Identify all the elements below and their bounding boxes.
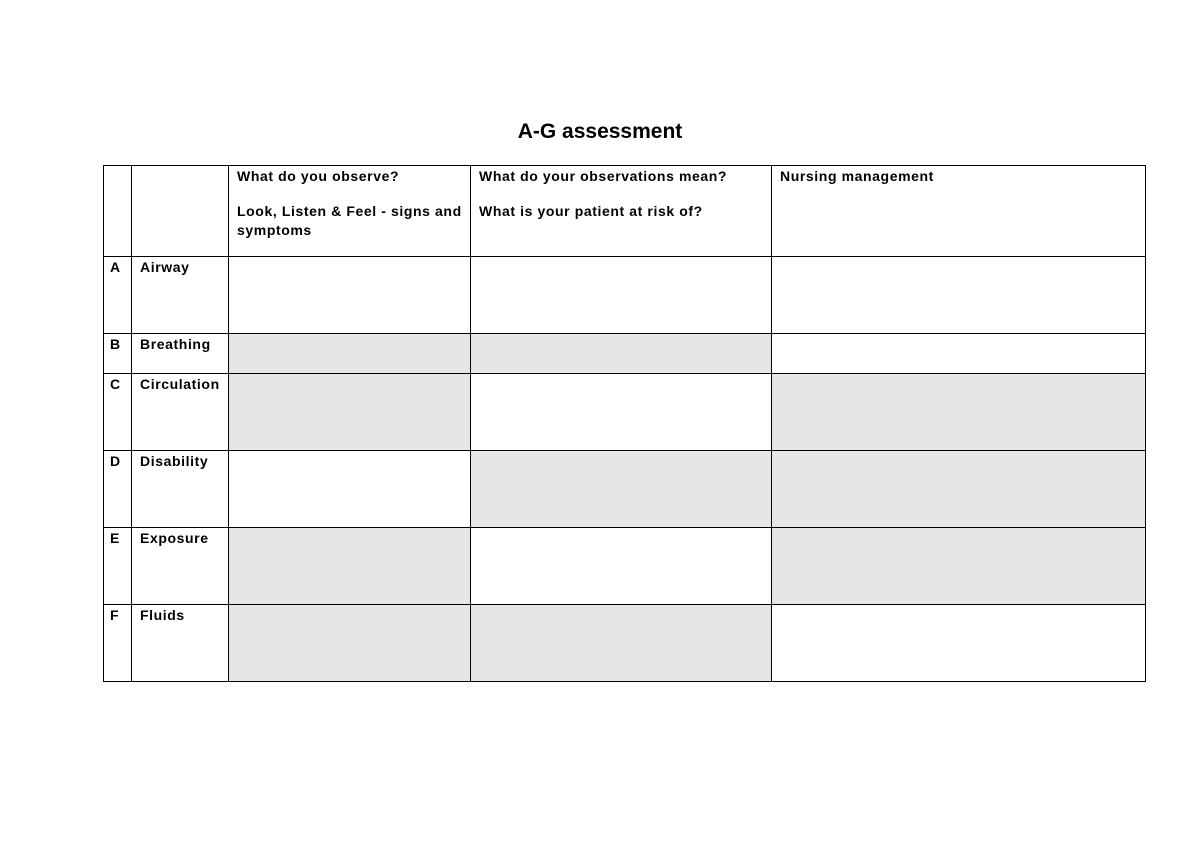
row-letter: B [104,334,132,374]
row-label: Breathing [132,334,229,374]
fluids-management-cell[interactable] [772,605,1146,682]
row-letter: D [104,451,132,528]
circulation-management-cell[interactable] [772,374,1146,451]
fluids-observe-cell[interactable] [229,605,471,682]
airway-meaning-cell[interactable] [471,257,772,334]
header-observe-subtext: Look, Listen & Feel - signs and symptoms [237,203,462,238]
breathing-observe-cell[interactable] [229,334,471,374]
exposure-observe-cell[interactable] [229,528,471,605]
table-row-disability [104,451,1146,528]
assessment-table [103,165,1146,682]
header-management-title: Nursing management [780,168,934,184]
table-row-exposure [104,528,1146,605]
airway-observe-cell[interactable] [229,257,471,334]
disability-observe-cell[interactable] [229,451,471,528]
breathing-management-cell[interactable] [772,334,1146,374]
header-label-cell [132,166,229,257]
header-risk-question: What is your patient at risk of? [479,203,703,219]
row-label: Circulation [132,374,229,451]
table-row-fluids [104,605,1146,682]
header-row [104,166,1146,257]
row-letter: E [104,528,132,605]
header-meaning-question: What do your observations mean? [479,168,728,184]
breathing-meaning-cell[interactable] [471,334,772,374]
circulation-observe-cell[interactable] [229,374,471,451]
header-meaning-cell [471,166,772,257]
table-row-circulation [104,374,1146,451]
header-letter-cell [104,166,132,257]
exposure-management-cell[interactable] [772,528,1146,605]
table-row-airway [104,257,1146,334]
row-label: Fluids [132,605,229,682]
header-observe-cell [229,166,471,257]
row-label: Airway [132,257,229,334]
circulation-meaning-cell[interactable] [471,374,772,451]
row-label: Disability [132,451,229,528]
fluids-meaning-cell[interactable] [471,605,772,682]
row-letter: A [104,257,132,334]
airway-management-cell[interactable] [772,257,1146,334]
row-letter: F [104,605,132,682]
row-letter: C [104,374,132,451]
disability-management-cell[interactable] [772,451,1146,528]
exposure-meaning-cell[interactable] [471,528,772,605]
table-row-breathing [104,334,1146,374]
header-observe-question: What do you observe? [237,168,400,184]
page-title: A-G assessment [517,120,683,143]
header-management-cell [772,166,1146,257]
disability-meaning-cell[interactable] [471,451,772,528]
row-label: Exposure [132,528,229,605]
